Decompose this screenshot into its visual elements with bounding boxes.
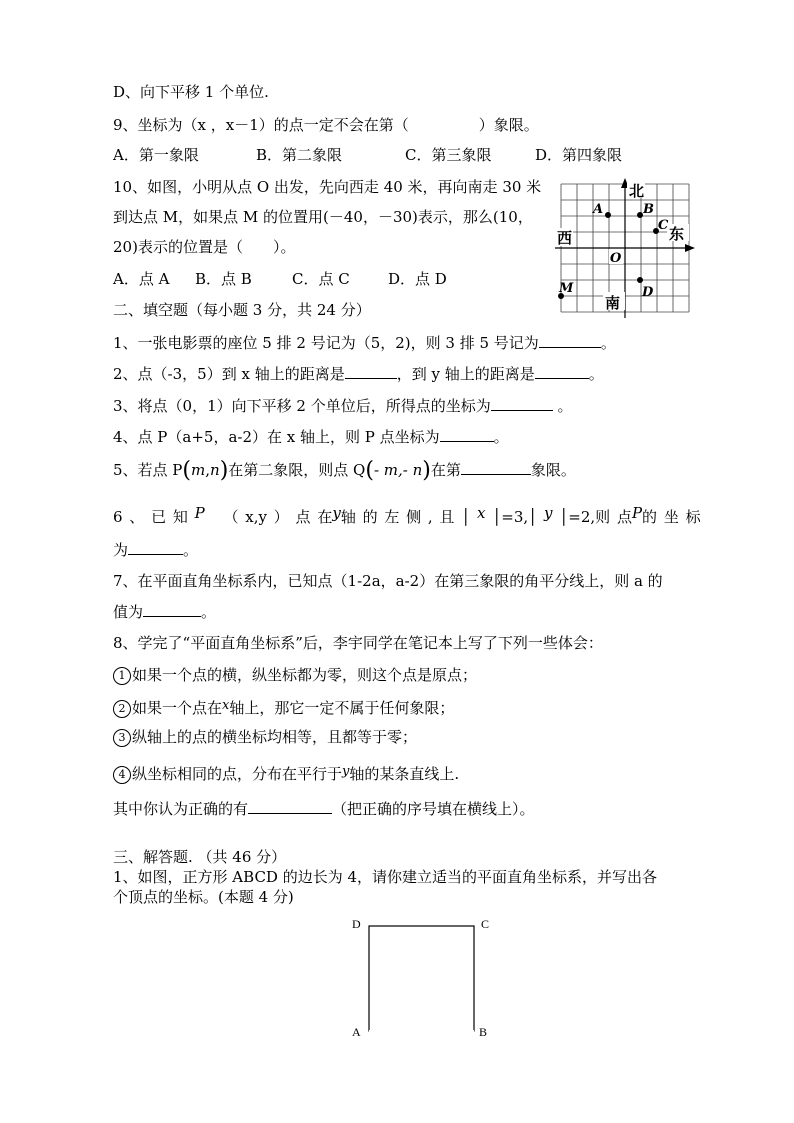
s2-q6-var-x: x — [477, 504, 486, 522]
point-a-dot — [605, 212, 611, 218]
s2-q7-end: 。 — [201, 603, 217, 621]
s2-q6-var-p2: P — [631, 504, 643, 522]
s2-q5-q-paren-close: ) — [422, 458, 431, 483]
q10-line1: 10、如图，小明从点 O 出发，先向西走 40 米，再向南走 30 米 — [113, 178, 542, 196]
s2-q8-blank — [248, 799, 332, 814]
s2-q8-ask-end: （把正确的序号填在横线上）。 — [332, 800, 535, 818]
section2-heading: 二、填空题（每小题 3 分，共 24 分） — [113, 301, 371, 319]
east-label: 东 — [669, 225, 685, 243]
q10-option-d: D．点 D — [388, 270, 447, 288]
point-b-label: B — [643, 202, 654, 217]
s2-q3 — [113, 396, 573, 416]
s2-q2-end: 。 — [588, 365, 604, 383]
s2-q6-text-d: │=3,│ — [492, 508, 538, 526]
west-label: 西 — [557, 229, 573, 247]
s2-q2 — [113, 364, 604, 384]
s2-q7-line2 — [113, 602, 216, 622]
s2-q6-line2 — [113, 540, 198, 560]
s2-q5-text-c: 在第 — [430, 461, 461, 479]
section3-heading: 三、解答题. （共 46 分） — [113, 848, 287, 866]
s2-q5 — [113, 458, 576, 483]
q9-stem — [113, 115, 539, 135]
q9-stem-a: 9、坐标为（x ，x－1）的点一定不会在第（ — [113, 116, 409, 134]
vertex-d-label: D — [352, 917, 361, 931]
s2-q8-ask — [113, 799, 535, 819]
q10-options — [113, 269, 447, 289]
s2-q5-paren-close: ) — [219, 458, 229, 483]
point-o-label: O — [610, 251, 622, 266]
s2-q6-text-e: │=2,则 点 — [559, 508, 632, 526]
point-d-dot — [637, 277, 643, 283]
s2-q4-end: 。 — [493, 428, 509, 446]
s2-q4-blank — [440, 427, 494, 442]
vertex-a-label: A — [352, 1025, 361, 1039]
north-label: 北 — [629, 182, 645, 200]
point-m-label: M — [559, 281, 574, 296]
s2-q8-item-2-post: 轴上，那它一定不属于任何象限； — [229, 699, 455, 717]
q10-line2: 到达点 M，如果点 M 的位置用(－40，－30)表示，那么(10， — [113, 208, 533, 226]
q9-stem-b: ）象限。 — [478, 116, 539, 134]
s2-q8-intro: 8、学完了“平面直角坐标系”后，李宇同学在笔记本上写了下列一些体会： — [113, 634, 603, 652]
s2-q2-blank-2 — [535, 364, 589, 379]
vertex-c-label: C — [481, 917, 490, 931]
s2-q6-text-b: 点 在 — [295, 508, 333, 526]
s2-q7-blank — [143, 602, 201, 617]
item-2-number-icon: 2 — [113, 700, 131, 718]
s2-q8-item-4-post: 轴的某条直线上. — [349, 765, 460, 783]
s2-q2-text-a: 2、点（-3，5）到 x 轴上的距离是 — [113, 365, 345, 383]
s2-q8-item-2-pre: 如果一个点在 — [132, 699, 223, 717]
s2-q4 — [113, 427, 509, 447]
q10-option-c: C．点 C — [292, 270, 350, 288]
s2-q8-item-4-pre: 纵坐标相同的点，分布在平行于 — [132, 765, 343, 783]
s2-q8-item-4-var: y — [342, 764, 350, 779]
s2-q5-q-coords: - m,- n — [373, 461, 423, 479]
q8-option-d: D、向下平移 1 个单位. — [113, 83, 269, 101]
point-a-label: A — [593, 202, 604, 217]
s2-q5-n: n — [210, 461, 220, 479]
s2-q1-end: 。 — [600, 334, 616, 352]
s2-q2-text-b: ，到 y 轴上的距离是 — [396, 365, 535, 383]
item-1-number-icon: 1 — [113, 667, 131, 685]
s2-q8-item-2-var: x — [222, 698, 230, 713]
q9-option-b: B．第二象限 — [256, 146, 343, 164]
s2-q5-end: 象限。 — [530, 461, 576, 479]
s3-q1-line2: 个顶点的坐标。(本题 4 分) — [113, 888, 294, 906]
q10-grid-figure — [555, 178, 695, 318]
s2-q5-paren-open: ( — [182, 458, 191, 483]
east-arrow-icon — [685, 244, 695, 252]
s2-q8-item-4 — [113, 762, 459, 784]
s2-q5-comma: , — [205, 461, 211, 479]
s2-q6-blank — [128, 540, 183, 555]
s2-q3-blank — [491, 396, 553, 411]
s2-q4-text: 4、点 P（a+5，a-2）在 x 轴上，则 P 点坐标为 — [113, 428, 440, 446]
point-d-label: D — [642, 285, 654, 300]
s2-q6-line2-text: 为 — [113, 541, 129, 559]
q10-option-b: B．点 B — [195, 270, 252, 288]
s2-q6-var-y: y — [332, 504, 341, 522]
q9-option-d: D．第四象限 — [535, 146, 623, 164]
s2-q1-blank — [539, 333, 601, 348]
s3-q1-line1: 1、如图，正方形 ABCD 的边长为 4，请你建立适当的平面直角坐标系，并写出各 — [113, 868, 658, 886]
square-abcd-figure — [340, 912, 500, 1042]
s2-q6 — [113, 503, 701, 527]
q10-option-a: A．点 A — [113, 270, 170, 288]
s2-q6-text-c: 轴 的 左 侧 , 且 │ — [340, 508, 471, 526]
s2-q7-line1: 7、在平面直角坐标系内，已知点（1-2a，a-2）在第三象限的角平分线上，则 a 的 — [113, 572, 663, 590]
q9-option-c: C．第三象限 — [405, 146, 492, 164]
s2-q5-q-paren-open: ( — [365, 458, 374, 483]
s2-q2-blank-1 — [345, 364, 397, 379]
q9-options — [113, 145, 622, 165]
s2-q5-m: m — [191, 461, 206, 479]
vertex-b-label: B — [479, 1025, 488, 1039]
s2-q6-end: 。 — [183, 541, 199, 559]
s2-q3-text: 3、将点（0，1）向下平移 2 个单位后，所得点的坐标为 — [113, 397, 491, 415]
s2-q6-var-y2: y — [544, 504, 553, 522]
s2-q8-ask-text: 其中你认为正确的有 — [113, 800, 249, 818]
s2-q1 — [113, 333, 616, 353]
point-c-label: C — [658, 218, 669, 233]
s2-q5-text-b: 在第二象限，则点 Q — [228, 461, 366, 479]
s2-q5-text-a: 5、若点 P — [113, 461, 183, 479]
s2-q5-blank — [461, 460, 531, 475]
s2-q8-item-3 — [113, 727, 417, 747]
s2-q6-text-a: 6 、 已 知 — [113, 508, 188, 526]
q10-line3: 20)表示的位置是（ ）。 — [113, 238, 296, 256]
item-3-number-icon: 3 — [113, 729, 131, 747]
south-label: 南 — [605, 294, 621, 312]
s2-q1-text: 1、一张电影票的座位 5 排 2 号记为（5，2)，则 3 排 5 号记为 — [113, 334, 539, 352]
s2-q8-item-1 — [113, 665, 477, 685]
s2-q8-item-1-text: 如果一个点的横，纵坐标都为零，则这个点是原点； — [132, 666, 478, 684]
s2-q8-item-2 — [113, 696, 454, 718]
item-4-number-icon: 4 — [113, 766, 131, 784]
q9-option-a: A．第一象限 — [113, 146, 199, 164]
s2-q7-line2-text: 值为 — [113, 603, 144, 621]
s2-q6-text-f: 的 坐 标 — [642, 508, 701, 526]
square-outline — [369, 926, 474, 1031]
s2-q3-end: 。 — [552, 397, 573, 415]
s2-q6-var-p: P — [194, 504, 205, 522]
s2-q6-coords: （ x,y ） — [223, 508, 289, 526]
s2-q8-item-3-text: 纵轴上的点的横坐标均相等，且都等于零； — [132, 728, 418, 746]
